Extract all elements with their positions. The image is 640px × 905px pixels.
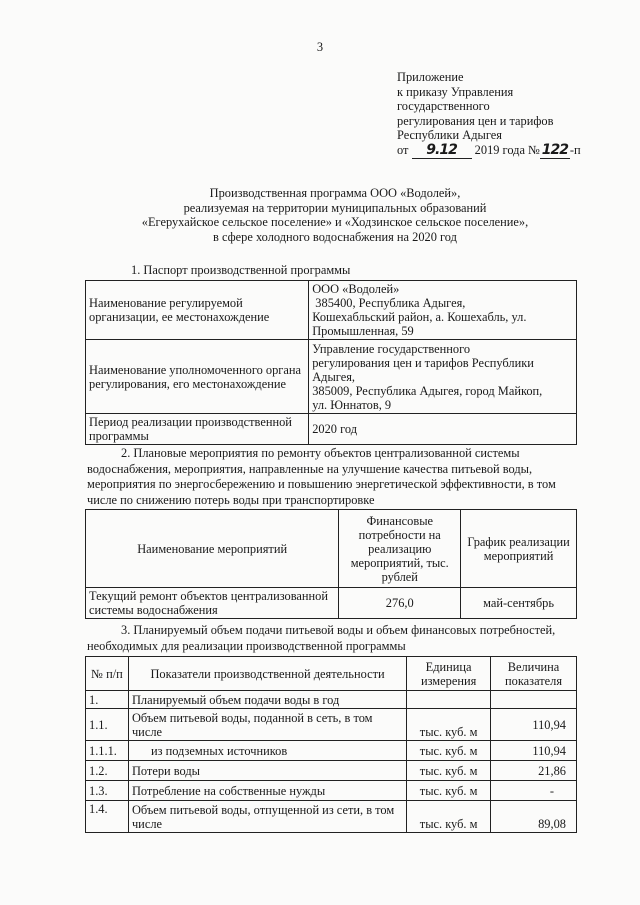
value-line: 385400, Республика Адыгея, xyxy=(312,296,466,310)
row-unit: тыс. куб. м xyxy=(407,781,491,801)
measure-schedule: май-сентябрь xyxy=(461,588,577,619)
table-row xyxy=(86,414,577,445)
table-row xyxy=(86,588,577,619)
section2-paragraph xyxy=(87,446,573,508)
row-indicator: Объем питьевой воды, отпущенной из сети, в том числе xyxy=(128,801,406,833)
row-unit: тыс. куб. м xyxy=(407,761,491,781)
para-line: мероприятия по энергосбережению и повышению энергетической эффективности, в том xyxy=(87,477,556,492)
row-value xyxy=(491,691,577,709)
header-value: Величина показателя xyxy=(491,657,577,691)
program-title xyxy=(90,186,580,244)
handwritten-number: 122 xyxy=(541,141,568,158)
passport-value xyxy=(309,340,577,414)
para-line: водоснабжения, мероприятия, направленные на улучшение качества питьевой воды, xyxy=(87,461,533,476)
passport-label: Период реализации производственной программы xyxy=(86,414,309,445)
value-line: 385009, Республика Адыгея, город Майкоп, xyxy=(312,383,543,398)
table-row xyxy=(86,709,577,741)
appendix-line: Республики Адыгея xyxy=(397,128,502,143)
passport-value xyxy=(309,281,577,340)
title-line: в сфере холодного водоснабжения на 2020 год xyxy=(213,229,457,244)
row-num: 1. xyxy=(86,691,129,709)
table-row xyxy=(86,281,577,340)
handwritten-date: 9.12 xyxy=(426,141,457,158)
row-num: 1.1.1. xyxy=(86,741,129,761)
table-header-row xyxy=(86,657,577,691)
value-line: Промышленная, 59 xyxy=(312,324,414,338)
appendix-line: Приложение xyxy=(397,70,464,84)
table-row xyxy=(86,761,577,781)
title-line: реализуемая на территории муниципальных образований xyxy=(183,200,487,215)
number-suffix: -п xyxy=(569,142,581,157)
section1-heading: 1. Паспорт производственной программы xyxy=(131,263,351,277)
passport-label: Наименование уполномоченного органа регулирования, его местонахождение xyxy=(86,340,309,414)
date-field xyxy=(412,143,472,159)
row-unit: тыс. куб. м xyxy=(407,801,491,833)
row-indicator: Потребление на собственные нужды xyxy=(128,781,406,801)
title-line: Производственная программа ООО «Водолей», xyxy=(209,186,461,200)
passport-label: Наименование регулируемой организации, ее местонахождение xyxy=(86,281,309,340)
row-value: 110,94 xyxy=(491,741,577,761)
date-year: 2019 года № xyxy=(474,142,540,157)
row-unit: тыс. куб. м xyxy=(407,709,491,741)
table-row xyxy=(86,691,577,709)
measure-name: Текущий ремонт объектов централизованной системы водоснабжения xyxy=(86,588,339,619)
indicators-table xyxy=(85,656,577,833)
para-line: необходимых для реализации производственной программы xyxy=(87,638,406,653)
table-header-row xyxy=(86,510,577,588)
row-indicator: Потери воды xyxy=(128,761,406,781)
header-measures-name: Наименование мероприятий xyxy=(86,510,339,588)
row-value: 89,08 xyxy=(491,801,577,833)
value-line: ул. Юннатов, 9 xyxy=(312,397,392,412)
row-unit xyxy=(407,691,491,709)
appendix-line: к приказу Управления xyxy=(397,84,514,99)
header-unit: Единица измерения xyxy=(407,657,491,691)
row-indicator: Планируемый объем подачи воды в год xyxy=(128,691,406,709)
header-schedule: График реализации мероприятий xyxy=(461,510,577,588)
table-row xyxy=(86,801,577,833)
row-value: 21,86 xyxy=(491,761,577,781)
row-value: - xyxy=(491,781,577,801)
row-num: 1.4. xyxy=(86,801,129,833)
value-line: Управление государственного xyxy=(312,341,471,356)
table-row xyxy=(86,781,577,801)
page-number: 3 xyxy=(316,40,324,54)
appendix-date-line xyxy=(397,143,627,159)
passport-value: 2020 год xyxy=(309,414,577,445)
header-num: № п/п xyxy=(86,657,129,691)
order-number-field xyxy=(540,143,570,159)
para-line: 3. Планируемый объем подачи питьевой воды и объем финансовых потребностей, xyxy=(121,623,556,637)
row-value: 110,94 xyxy=(491,709,577,741)
para-line: 2. Плановые мероприятия по ремонту объектов централизованной системы xyxy=(121,446,520,460)
row-num: 1.3. xyxy=(86,781,129,801)
passport-table xyxy=(85,280,577,445)
row-indicator: Объем питьевой воды, поданной в сеть, в том числе xyxy=(128,709,406,741)
header-indicator: Показатели производственной деятельности xyxy=(128,657,406,691)
table-row xyxy=(86,340,577,414)
measures-table xyxy=(85,509,577,619)
appendix-line: государственного xyxy=(397,99,490,114)
value-line: ООО «Водолей» xyxy=(312,282,400,296)
row-indicator: из подземных источников xyxy=(128,741,406,761)
appendix-line: регулирования цен и тарифов xyxy=(397,113,554,128)
value-line: Кошехабльский район, а. Кошехабль, ул. xyxy=(312,310,527,324)
section3-paragraph xyxy=(87,623,573,654)
value-line: Адыгея, xyxy=(312,369,355,384)
appendix-header xyxy=(397,70,627,159)
table-row xyxy=(86,741,577,761)
value-line: регулирования цен и тарифов Республики xyxy=(312,355,534,370)
measure-finance: 276,0 xyxy=(339,588,461,619)
header-finance: Финансовые потребности на реализацию мероприятий, тыс. рублей xyxy=(339,510,461,588)
title-line: «Егерухайское сельское поселение» и «Ходзинское сельское поселение», xyxy=(141,215,529,230)
row-num: 1.1. xyxy=(86,709,129,741)
para-line: числе по снижению потерь воды при транспортировке xyxy=(87,492,375,507)
row-unit: тыс. куб. м xyxy=(407,741,491,761)
date-prefix: от xyxy=(397,142,409,157)
row-num: 1.2. xyxy=(86,761,129,781)
